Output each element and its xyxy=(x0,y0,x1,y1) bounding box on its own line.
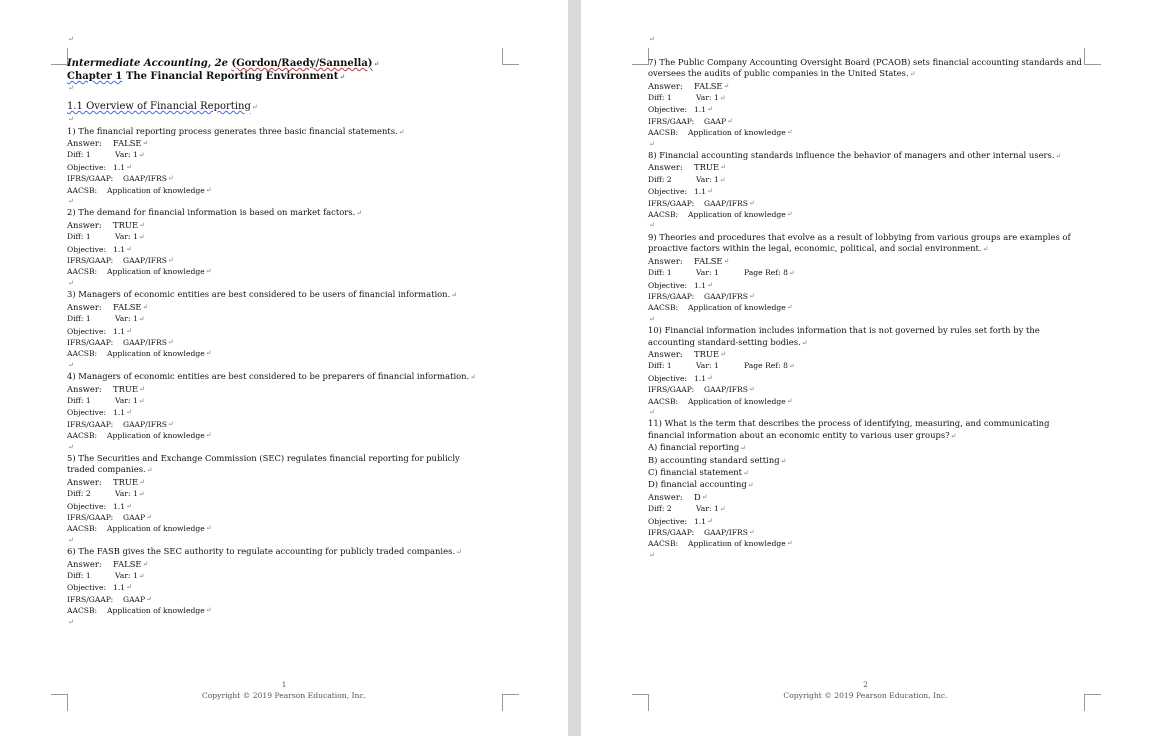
aacsb-value: Application of knowledge xyxy=(107,267,205,277)
aacsb-row: AACSB: Application of knowledge ↵ xyxy=(648,396,793,406)
question-stem: 10) Financial information includes information that is not governed by rules set forth by the accounting standard-setting bodies.↵ xyxy=(648,325,1040,347)
answer-value: FALSE xyxy=(113,558,142,569)
section-heading: 1.1 Overview of Financial Reporting↵ xyxy=(67,101,258,113)
question-stem: 8) Financial accounting standards influence the behavior of managers and other internal users.↵ xyxy=(648,150,1062,161)
difficulty-value: 1 xyxy=(666,93,672,103)
page-2-questions xyxy=(648,57,1088,561)
objective-value: 1.1 xyxy=(113,583,126,593)
answer-value: TRUE xyxy=(694,348,720,359)
objective-value: 1.1 xyxy=(694,280,707,290)
ifrs-gaap-row: IFRS/GAAP: GAAP/IFRS ↵ xyxy=(648,198,755,208)
objective-value: 1.1 xyxy=(113,326,126,336)
question-stem: 1) The financial reporting process generates three basic financial statements.↵ xyxy=(67,125,405,136)
objective-value: 1.1 xyxy=(694,516,707,526)
answer-row: Answer: TRUE ↵ xyxy=(648,162,726,173)
aacsb-value: Application of knowledge xyxy=(688,128,786,138)
aacsb-row: AACSB: Application of knowledge ↵ xyxy=(67,185,212,195)
question-block: 10) Financial information includes information that is not governed by rules set forth by the accounting standard-setting bodies.↵ Answer: TRUE ↵ Diff: 1 Var: 1 Page Ref: 8↵ Objective: 1.1 ↵ IFRS/GAAP: GAAP/IFRS ↵ AACSB: Application of knowledge ↵ ↵ xyxy=(648,325,1088,418)
aacsb-row: AACSB: Application of knowledge ↵ xyxy=(67,349,212,359)
answer-row: Answer: FALSE ↵ xyxy=(67,558,149,569)
margin-corner-top-right xyxy=(502,48,519,65)
page-1-content[interactable]: ↵ Intermediate Accounting, 2e (Gordon/Raedy/Sannella)↵ Chapter 1 The Financial Reporting Environment↵ ↵ 1.1 Overview of Financial Reporting↵ ↵ 1) The financial reporting process generates three basic financial statements.↵ Answer: FALSE ↵ Diff: 1 Var: 1↵ Objective: 1.1 ↵ IFRS/GAAP: GAAP/IFRS ↵ AACSB: Application of knowledge ↵ ↵ 2) The demand for financial information is based on market factors.↵ Answer: TRUE ↵ Diff: 1 Var: 1↵ Objective: 1.1 ↵ IFRS/GAAP: GAAP/IFRS ↵ AACSB: Application of knowledge ↵ ↵ 3) Managers of economic entities are best considered to be users of financial information.↵ Answer: FALSE ↵ Diff: 1 Var: 1↵ Objective: 1.1 ↵ IFRS/GAAP: GAAP/IFRS ↵ AACSB: Application of knowledge ↵ ↵ 4) Managers of economic entities are best considered to be preparers of financial information.↵ Answer: TRUE ↵ Diff: 1 Var: 1↵ Objective: 1.1 ↵ IFRS/GAAP: GAAP/IFRS ↵ AACSB: Application of knowledge ↵ ↵ 5) The Securities and Exchange Commission (SEC) regulates financial reporting for publicly traded companies.↵ Answer: TRUE ↵ Diff: 2 Var: 1↵ Objective: 1.1 ↵ IFRS/GAAP: GAAP ↵ AACSB: Application of knowledge ↵ ↵ 6) The FASB gives the SEC authority to regulate accounting for publicly traded companies.↵ Answer: FALSE ↵ Diff: 1 Var: 1↵ Objective: 1.1 ↵ IFRS/GAAP: GAAP ↵ AACSB: Application of knowledge ↵ ↵ xyxy=(67,34,487,628)
answer-choice: C) financial statement↵ xyxy=(648,467,749,478)
aacsb-value: Application of knowledge xyxy=(688,539,786,549)
ifrs-gaap-value: GAAP/IFRS xyxy=(704,198,748,208)
question-block: 5) The Securities and Exchange Commission (SEC) regulates financial reporting for publicly traded companies.↵ Answer: TRUE ↵ Diff: 2 Var: 1↵ Objective: 1.1 ↵ IFRS/GAAP: GAAP ↵ AACSB: Application of knowledge ↵ ↵ xyxy=(67,453,487,546)
objective-row: Objective: 1.1 ↵ xyxy=(67,408,132,418)
question-block: 7) The Public Company Accounting Oversight Board (PCAOB) sets financial accounting standards and oversees the audits of public companies in the United States.↵ Answer: FALSE ↵ Diff: 1 Var: 1↵ Objective: 1.1 ↵ IFRS/GAAP: GAAP ↵ AACSB: Application of knowledge ↵ ↵ xyxy=(648,57,1088,150)
book-title: Intermediate Accounting, 2e xyxy=(67,57,228,69)
objective-value: 1.1 xyxy=(113,501,126,511)
document-page-2 xyxy=(581,0,1150,736)
chapter-label: Chapter 1 xyxy=(67,70,123,82)
difficulty-value: 1 xyxy=(666,268,672,278)
aacsb-row: AACSB: Application of knowledge ↵ xyxy=(648,128,793,138)
question-stem: 6) The FASB gives the SEC authority to regulate accounting for publicly traded companies.↵ xyxy=(67,546,462,557)
objective-row: Objective: 1.1 ↵ xyxy=(67,583,132,593)
variation-value: 1 xyxy=(132,232,138,242)
difficulty-row: Diff: 2 Var: 1↵ xyxy=(648,174,726,184)
objective-row: Objective: 1.1 ↵ xyxy=(67,162,132,172)
question-stem: 7) The Public Company Accounting Oversight Board (PCAOB) sets financial accounting standards and oversees the audits of public companies in the United States.↵ xyxy=(648,56,1082,79)
chapter-title-line: Chapter 1 The Financial Reporting Environment↵ xyxy=(67,70,346,82)
difficulty-value: 1 xyxy=(85,571,91,581)
ifrs-gaap-value: GAAP/IFRS xyxy=(123,337,167,347)
chapter-title: The Financial Reporting Environment xyxy=(125,70,339,82)
answer-value: TRUE xyxy=(113,476,139,487)
aacsb-value: Application of knowledge xyxy=(107,185,205,195)
answer-row: Answer: FALSE ↵ xyxy=(67,138,149,149)
answer-value: D xyxy=(694,491,701,502)
ifrs-gaap-value: GAAP/IFRS xyxy=(704,385,748,395)
answer-choice: D) financial accounting↵ xyxy=(648,479,754,490)
question-block: 2) The demand for financial information is based on market factors.↵ Answer: TRUE ↵ Diff: 1 Var: 1↵ Objective: 1.1 ↵ IFRS/GAAP: GAAP/IFRS ↵ AACSB: Application of knowledge ↵ ↵ xyxy=(67,207,487,289)
page-gutter xyxy=(568,0,581,736)
answer-value: FALSE xyxy=(694,80,723,91)
difficulty-value: 1 xyxy=(85,150,91,160)
page-2-content[interactable] xyxy=(648,34,1088,561)
difficulty-value: 1 xyxy=(85,314,91,324)
question-block: 8) Financial accounting standards influence the behavior of managers and other internal users.↵ Answer: TRUE ↵ Diff: 2 Var: 1↵ Objective: 1.1 ↵ IFRS/GAAP: GAAP/IFRS ↵ AACSB: Application of knowledge ↵ ↵ xyxy=(648,150,1088,232)
difficulty-row: Diff: 2 Var: 1↵ xyxy=(648,504,726,514)
question-block: 9) Theories and procedures that evolve as a result of lobbying from various groups are examples of proactive factors within the legal, economic, political, and social environment.↵ Answer: FALSE ↵ Diff: 1 Var: 1 Page Ref: 8↵ Objective: 1.1 ↵ IFRS/GAAP: GAAP/IFRS ↵ AACSB: Application of knowledge ↵ ↵ xyxy=(648,232,1088,325)
aacsb-value: Application of knowledge xyxy=(107,606,205,616)
question-stem: 2) The demand for financial information is based on market factors.↵ xyxy=(67,207,363,218)
variation-value: 1 xyxy=(132,571,138,581)
answer-row: Answer: TRUE ↵ xyxy=(67,476,145,487)
difficulty-value: 1 xyxy=(666,361,672,371)
page-1-questions xyxy=(67,126,487,628)
objective-value: 1.1 xyxy=(694,373,707,383)
variation-value: 1 xyxy=(713,504,719,514)
page-number: 2 xyxy=(863,680,868,689)
paragraph-mark: ↵ xyxy=(649,35,655,43)
answer-row: Answer: D ↵ xyxy=(648,491,708,502)
answer-value: TRUE xyxy=(113,383,139,394)
difficulty-row: Diff: 1 Var: 1↵ xyxy=(67,571,145,581)
objective-row: Objective: 1.1 ↵ xyxy=(67,244,132,254)
question-block: 1) The financial reporting process generates three basic financial statements.↵ Answer: FALSE ↵ Diff: 1 Var: 1↵ Objective: 1.1 ↵ IFRS/GAAP: GAAP/IFRS ↵ AACSB: Application of knowledge ↵ ↵ xyxy=(67,126,487,208)
aacsb-row: AACSB: Application of knowledge ↵ xyxy=(67,524,212,534)
difficulty-value: 1 xyxy=(85,232,91,242)
ifrs-gaap-row: IFRS/GAAP: GAAP/IFRS ↵ xyxy=(648,291,755,301)
document-page-1 xyxy=(0,0,568,736)
answer-row: Answer: TRUE ↵ xyxy=(67,383,145,394)
objective-row: Objective: 1.1 ↵ xyxy=(67,326,132,336)
aacsb-value: Application of knowledge xyxy=(107,431,205,441)
variation-value: 1 xyxy=(713,174,719,184)
difficulty-value: 2 xyxy=(85,489,91,499)
question-stem: 4) Managers of economic entities are best considered to be preparers of financial information.↵ xyxy=(67,371,477,382)
answer-row: Answer: TRUE ↵ xyxy=(67,219,145,230)
ifrs-gaap-value: GAAP xyxy=(704,116,727,126)
ifrs-gaap-value: GAAP xyxy=(123,594,146,604)
question-block: 6) The FASB gives the SEC authority to regulate accounting for publicly traded companies.↵ Answer: FALSE ↵ Diff: 1 Var: 1↵ Objective: 1.1 ↵ IFRS/GAAP: GAAP ↵ AACSB: Application of knowledge ↵ ↵ xyxy=(67,546,487,628)
book-title-line: Intermediate Accounting, 2e (Gordon/Raedy/Sannella)↵ xyxy=(67,57,380,69)
objective-value: 1.1 xyxy=(694,187,707,197)
aacsb-row: AACSB: Application of knowledge ↵ xyxy=(648,303,793,313)
aacsb-value: Application of knowledge xyxy=(688,210,786,220)
objective-row: Objective: 1.1 ↵ xyxy=(648,187,713,197)
difficulty-row: Diff: 1 Var: 1↵ xyxy=(67,232,145,242)
page-number: 1 xyxy=(281,680,287,689)
ifrs-gaap-value: GAAP/IFRS xyxy=(123,256,167,266)
aacsb-row: AACSB: Application of knowledge ↵ xyxy=(648,539,793,549)
answer-value: FALSE xyxy=(113,301,142,312)
objective-row: Objective: 1.1 ↵ xyxy=(648,373,713,383)
ifrs-gaap-row: IFRS/GAAP: GAAP ↵ xyxy=(648,116,734,126)
objective-value: 1.1 xyxy=(694,105,707,115)
difficulty-value: 2 xyxy=(666,174,672,184)
answer-value: FALSE xyxy=(113,138,142,149)
variation-value: 1 xyxy=(713,93,719,103)
difficulty-row: Diff: 1 Var: 1 Page Ref: 8↵ xyxy=(648,268,795,278)
ifrs-gaap-value: GAAP xyxy=(123,513,146,523)
variation-value: 1 xyxy=(713,361,719,371)
objective-value: 1.1 xyxy=(113,162,126,172)
aacsb-value: Application of knowledge xyxy=(688,396,786,406)
aacsb-row: AACSB: Application of knowledge ↵ xyxy=(67,431,212,441)
aacsb-value: Application of knowledge xyxy=(688,303,786,313)
aacsb-row: AACSB: Application of knowledge ↵ xyxy=(648,210,793,220)
aacsb-value: Application of knowledge xyxy=(107,349,205,359)
difficulty-row: Diff: 1 Var: 1↵ xyxy=(67,150,145,160)
variation-value: 1 xyxy=(132,150,138,160)
question-block: 3) Managers of economic entities are best considered to be users of financial information.↵ Answer: FALSE ↵ Diff: 1 Var: 1↵ Objective: 1.1 ↵ IFRS/GAAP: GAAP/IFRS ↵ AACSB: Application of knowledge ↵ ↵ xyxy=(67,289,487,371)
difficulty-row: Diff: 1 Var: 1↵ xyxy=(67,395,145,405)
objective-value: 1.1 xyxy=(113,408,126,418)
answer-value: TRUE xyxy=(113,219,139,230)
difficulty-row: Diff: 1 Var: 1↵ xyxy=(67,314,145,324)
page-ref-value: 8 xyxy=(783,268,788,278)
objective-value: 1.1 xyxy=(113,244,126,254)
margin-corner-top-left xyxy=(51,48,68,65)
answer-row: Answer: FALSE ↵ xyxy=(67,301,149,312)
difficulty-row: Diff: 1 Var: 1 Page Ref: 8↵ xyxy=(648,361,795,371)
answer-row: Answer: FALSE ↵ xyxy=(648,80,730,91)
answer-value: FALSE xyxy=(694,255,723,266)
variation-value: 1 xyxy=(713,268,719,278)
question-stem: 5) The Securities and Exchange Commission (SEC) regulates financial reporting for publicly traded companies.↵ xyxy=(67,452,460,475)
question-block: 4) Managers of economic entities are best considered to be preparers of financial information.↵ Answer: TRUE ↵ Diff: 1 Var: 1↵ Objective: 1.1 ↵ IFRS/GAAP: GAAP/IFRS ↵ AACSB: Application of knowledge ↵ ↵ xyxy=(67,371,487,453)
question-stem: 11) What is the term that describes the process of identifying, measuring, and communicating financial information about an economic entity to various user groups?↵ xyxy=(648,418,1050,440)
difficulty-value: 1 xyxy=(85,395,91,405)
ifrs-gaap-row: IFRS/GAAP: GAAP ↵ xyxy=(67,513,153,523)
answer-value: TRUE xyxy=(694,162,720,173)
answer-row: Answer: FALSE ↵ xyxy=(648,255,730,266)
variation-value: 1 xyxy=(132,314,138,324)
margin-corner-top-left xyxy=(632,48,649,65)
ifrs-gaap-row: IFRS/GAAP: GAAP ↵ xyxy=(67,594,153,604)
copyright-footer: Copyright © 2019 Pearson Education, Inc. xyxy=(783,691,948,700)
aacsb-row: AACSB: Application of knowledge ↵ xyxy=(67,606,212,616)
difficulty-row: Diff: 1 Var: 1↵ xyxy=(648,93,726,103)
objective-row: Objective: 1.1 ↵ xyxy=(67,501,132,511)
objective-row: Objective: 1.1 ↵ xyxy=(648,105,713,115)
ifrs-gaap-row: IFRS/GAAP: GAAP/IFRS ↵ xyxy=(648,385,755,395)
book-authors: (Gordon/Raedy/Sannella) xyxy=(231,57,373,69)
variation-value: 1 xyxy=(132,489,138,499)
difficulty-value: 2 xyxy=(666,504,672,514)
aacsb-value: Application of knowledge xyxy=(107,524,205,534)
paragraph-mark: ↵ xyxy=(68,35,74,43)
difficulty-row: Diff: 2 Var: 1↵ xyxy=(67,489,145,499)
ifrs-gaap-value: GAAP/IFRS xyxy=(704,528,748,538)
answer-choice: A) financial reporting↵ xyxy=(648,442,747,453)
ifrs-gaap-row: IFRS/GAAP: GAAP/IFRS ↵ xyxy=(648,528,755,538)
objective-row: Objective: 1.1 ↵ xyxy=(648,516,713,526)
variation-value: 1 xyxy=(132,395,138,405)
aacsb-row: AACSB: Application of knowledge ↵ xyxy=(67,267,212,277)
ifrs-gaap-row: IFRS/GAAP: GAAP/IFRS ↵ xyxy=(67,174,174,184)
ifrs-gaap-value: GAAP/IFRS xyxy=(123,174,167,184)
question-stem: 3) Managers of economic entities are best considered to be users of financial information.↵ xyxy=(67,289,458,300)
ifrs-gaap-row: IFRS/GAAP: GAAP/IFRS ↵ xyxy=(67,337,174,347)
question-stem: 9) Theories and procedures that evolve as a result of lobbying from various groups are examples of proactive factors within the legal, economic, political, and social environment.↵ xyxy=(648,231,1071,254)
ifrs-gaap-row: IFRS/GAAP: GAAP/IFRS ↵ xyxy=(67,256,174,266)
answer-row: Answer: TRUE ↵ xyxy=(648,348,726,359)
question-block: 11) What is the term that describes the process of identifying, measuring, and communicating financial information about an economic entity to various user groups?↵ A) financial reporting↵ B) accounting standard setting↵ C) financial statement↵ D) financial accounting↵ Answer: D ↵ Diff: 2 Var: 1↵ Objective: 1.1 ↵ IFRS/GAAP: GAAP/IFRS ↵ AACSB: Application of knowledge ↵ ↵ xyxy=(648,418,1088,561)
copyright-footer: Copyright © 2019 Pearson Education, Inc. xyxy=(201,691,367,700)
answer-choice: B) accounting standard setting↵ xyxy=(648,454,787,465)
ifrs-gaap-value: GAAP/IFRS xyxy=(704,291,748,301)
ifrs-gaap-row: IFRS/GAAP: GAAP/IFRS ↵ xyxy=(67,419,174,429)
page-ref-value: 8 xyxy=(783,361,788,371)
objective-row: Objective: 1.1 ↵ xyxy=(648,280,713,290)
ifrs-gaap-value: GAAP/IFRS xyxy=(123,419,167,429)
